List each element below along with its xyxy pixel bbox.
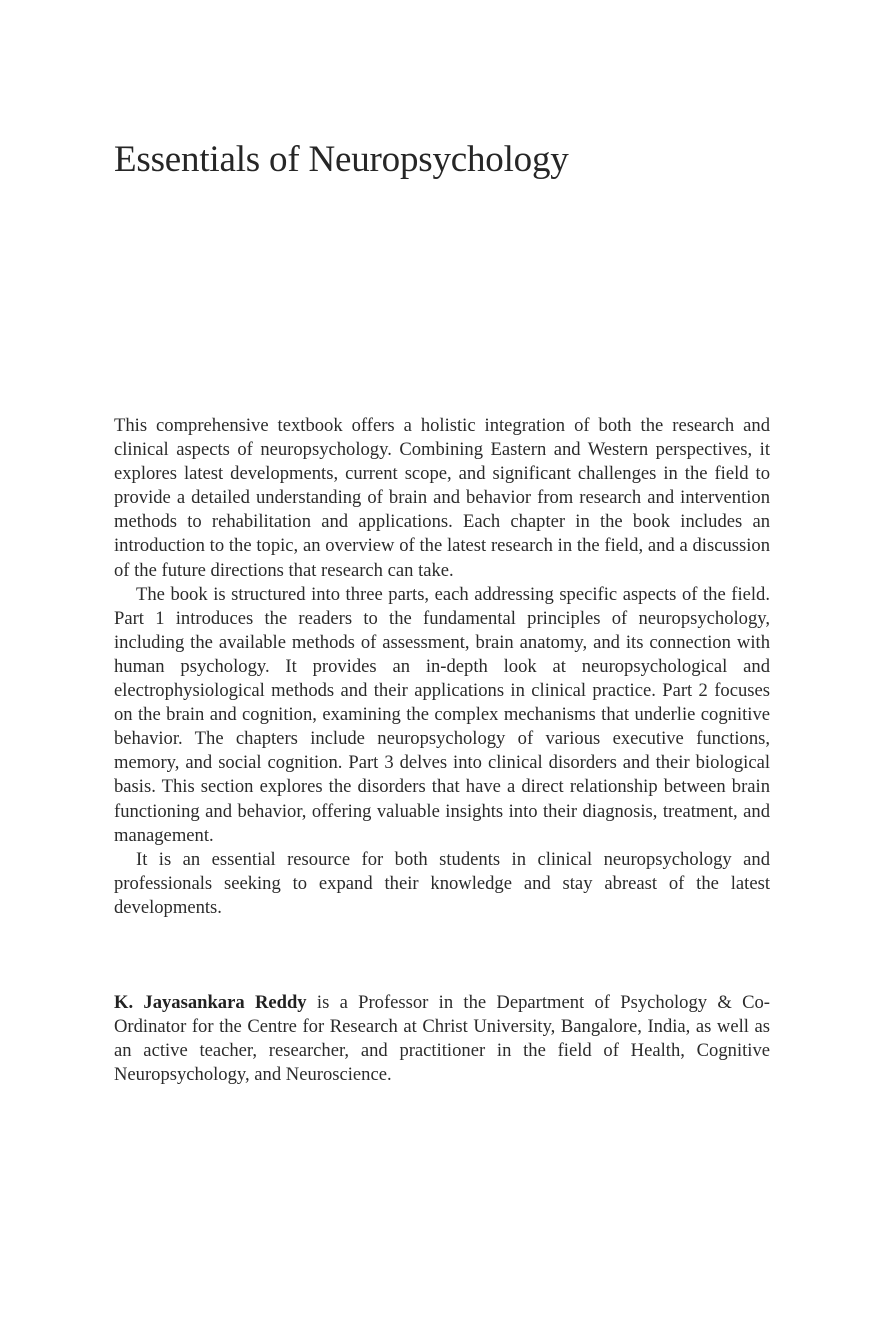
author-name: K. Jayasankara Reddy	[114, 992, 307, 1013]
author-bio-text: is a Professor in the Department of Psychology & Co-Ordinator for the Centre for Research at Christ University, Bangalore, India, as well as an active teacher, researcher, and practitioner in the field of Health, Cognitive Neuropsychology, and Neuroscience.	[114, 992, 770, 1086]
author-bio	[114, 991, 770, 1087]
description-paragraph-1: This comprehensive textbook offers a holistic integration of both the research and clinical aspects of neuropsychology. Combining Eastern and Western perspectives, it explores latest developments, current scope, and significant challenges in the field to provide a detailed understanding of brain and behavior from research and intervention methods to rehabilitation and applications. Each chapter in the book includes an introduction to the topic, an overview of the latest research in the field, and a discussion of the future directions that research can take.	[114, 415, 770, 581]
description-paragraph-3: It is an essential resource for both students in clinical neuropsychology and professionals seeking to expand their knowledge and stay abreast of the latest developments.	[114, 848, 770, 918]
description-paragraph-2: The book is structured into three parts, each addressing specific aspects of the field. Part 1 introduces the readers to the fundamental principles of neuropsychology, including the available methods of assessment, brain anatomy, and its connection with human psychology. It provides an in-depth look at neuropsychological and electrophysiological methods and their applications in clinical practice. Part 2 focuses on the brain and cognition, examining the complex mechanisms that underlie cognitive behavior. The chapters include neuropsychology of various executive functions, memory, and social cognition. Part 3 delves into clinical disorders and their biological basis. This section explores the disorders that have a direct relationship between brain functioning and behavior, offering valuable insights into their diagnosis, treatment, and management.	[114, 583, 770, 846]
book-description	[114, 414, 770, 920]
book-title: Essentials of Neuropsychology	[114, 139, 569, 180]
